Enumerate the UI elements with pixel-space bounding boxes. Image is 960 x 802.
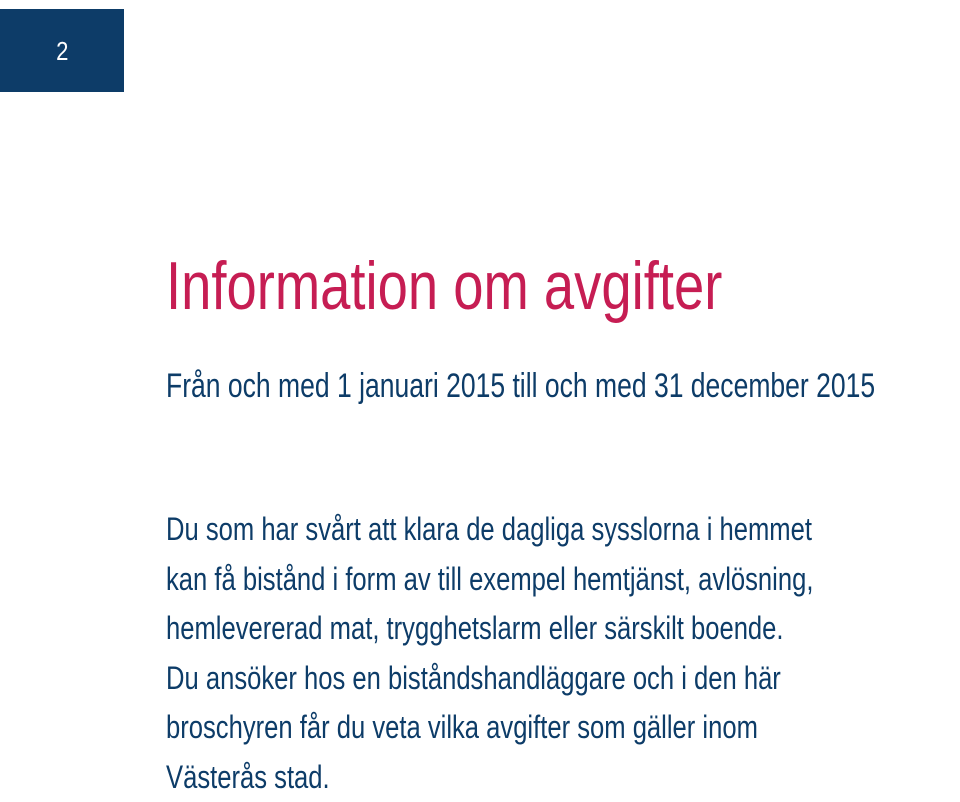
page-number: 2 — [56, 38, 68, 64]
page-subtitle: Från och med 1 januari 2015 till och med 31 december 2015 — [166, 369, 875, 403]
body-paragraph — [166, 505, 950, 802]
body-line: kan få bistånd i form av till exempel hemtjänst, avlösning, — [166, 555, 950, 605]
body-line: Västerås stad. — [166, 753, 950, 802]
body-line: hemlevererad mat, trygghetslarm eller särskilt boende. — [166, 604, 950, 654]
body-line: broschyren får du veta vilka avgifter som gäller inom — [166, 703, 950, 753]
page-number-badge — [0, 9, 124, 92]
body-line: Du ansöker hos en biståndshandläggare och i den här — [166, 654, 950, 704]
page-title: Information om avgifter — [166, 252, 722, 320]
body-line: Du som har svårt att klara de dagliga sysslorna i hemmet — [166, 505, 950, 555]
